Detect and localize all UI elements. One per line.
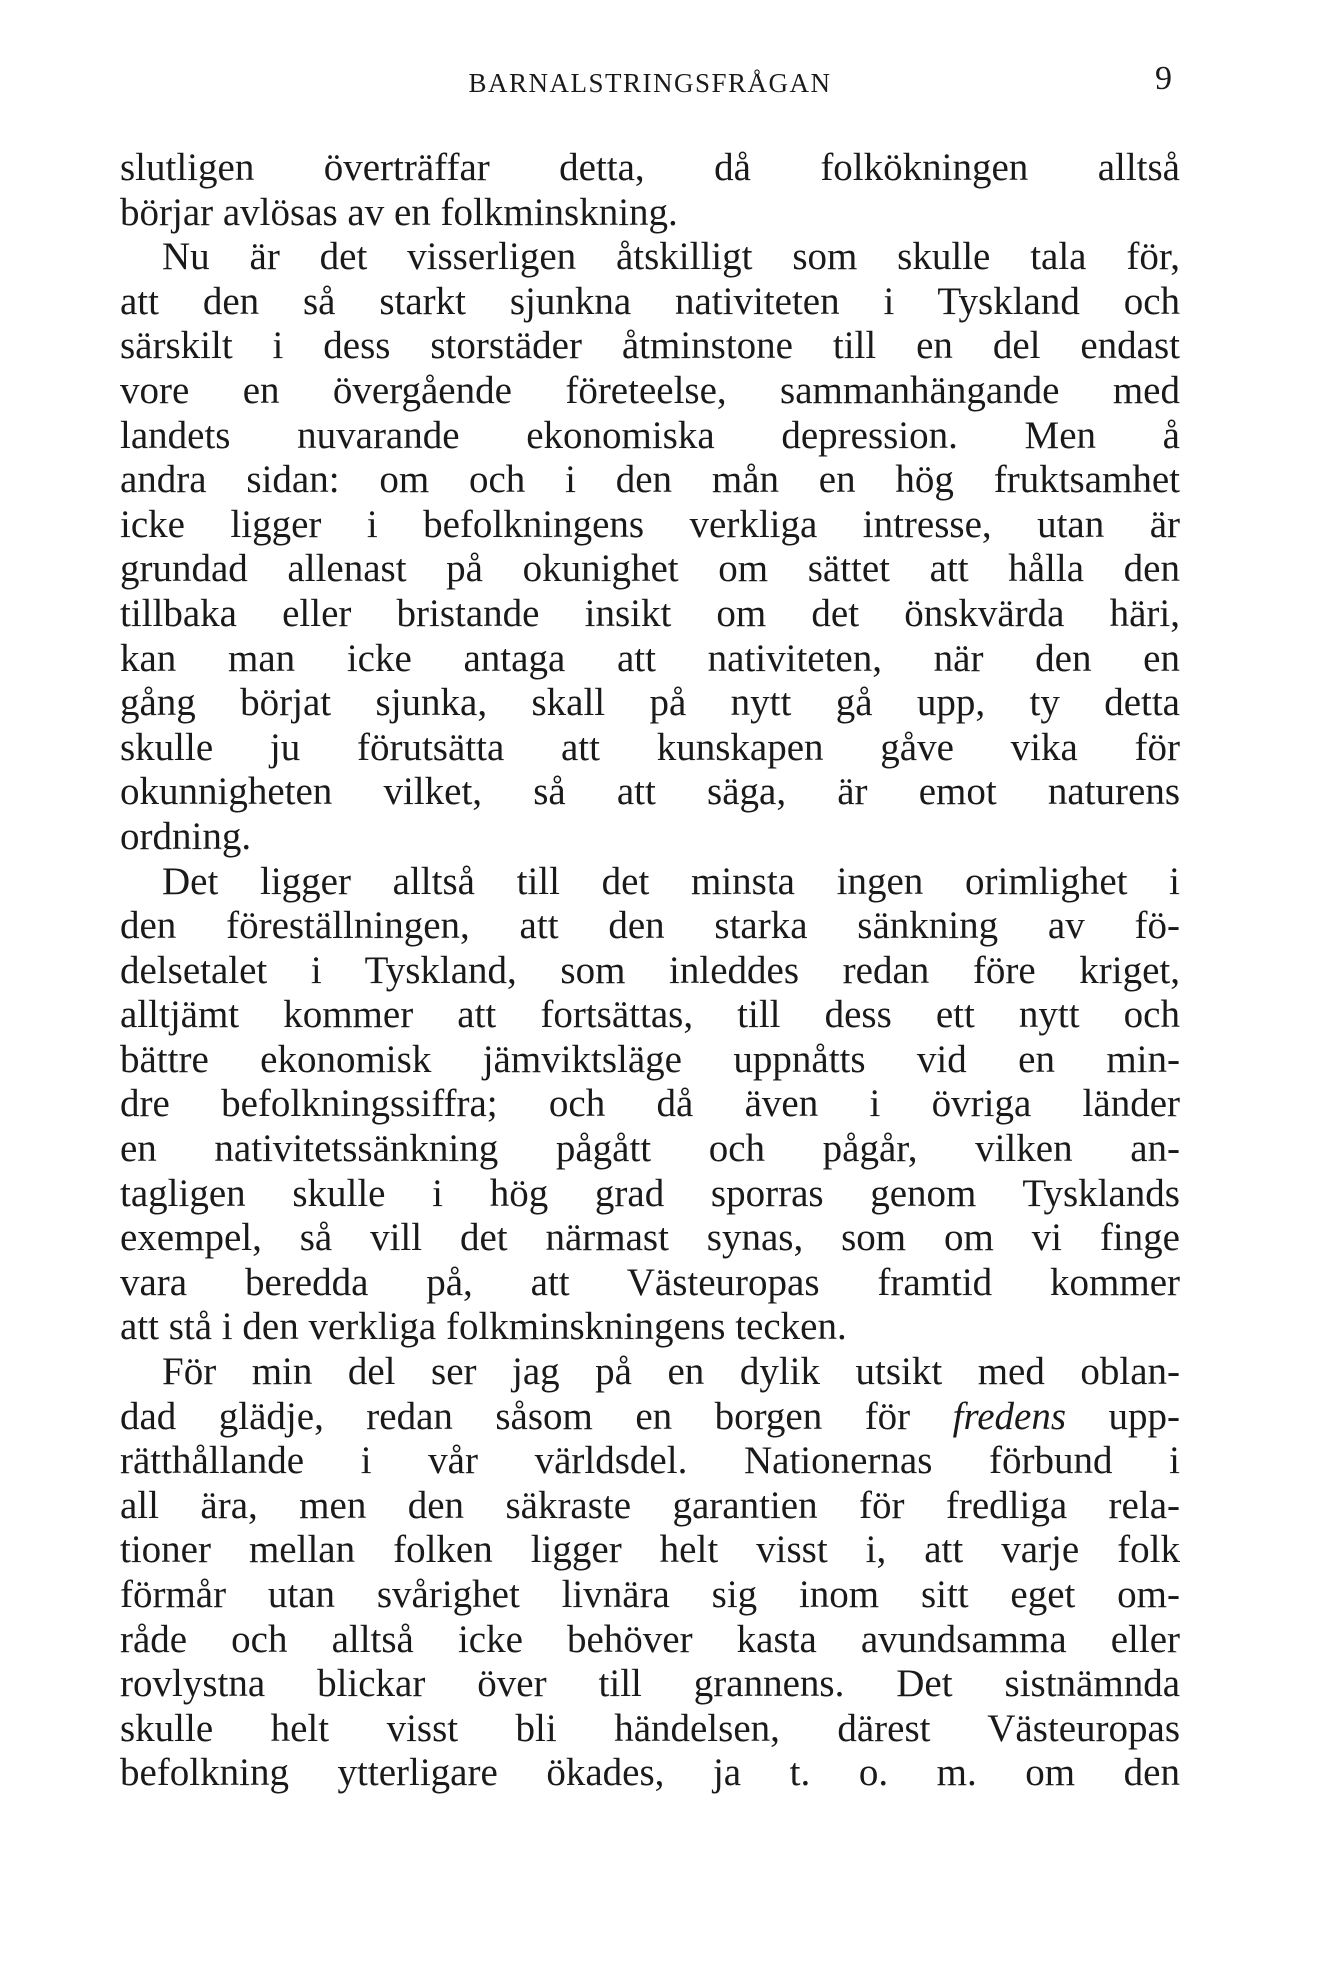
text-line: grundad allenast på okunighet om sättet att hålla den [120,547,1180,591]
text-line: Det ligger alltså till det minsta ingen orimlighet i [162,859,1180,903]
running-head [120,60,1180,110]
text-line: skulle ju förutsätta att kunskapen gåve vika för [120,725,1180,769]
text-line: icke ligger i befolkningens verkliga intresse, utan är [120,502,1180,546]
text-line: en nativitetssänkning pågått och pågår, vilken an- [120,1127,1180,1171]
text-line: För min del ser jag på en dylik utsikt med oblan- [162,1350,1180,1394]
text-line: rovlystna blickar över till grannens. Det sistnämnda [120,1662,1180,1706]
running-title: BARNALSTRINGSFRÅGAN [468,68,832,98]
text-line: förmår utan svårighet livnära sig inom sitt eget om- [120,1573,1180,1616]
text-line: att stå i den verkliga folkminskningens tecken. [120,1305,847,1349]
text-line: tillbaka eller bristande insikt om det önskvärda häri, [120,591,1180,635]
text-segment: upp- [1066,1394,1180,1438]
text-line: delsetalet i Tyskland, som inleddes redan före kriget, [120,948,1180,992]
text-line [120,1395,1180,1440]
text-line: tioner mellan folken ligger helt visst i, att varje folk [120,1528,1180,1572]
text-line: tagligen skulle i hög grad sporras genom Tysklands [120,1171,1180,1215]
text-line: börjar avlösas av en folkminskning. [120,190,678,234]
body-text [120,146,1180,1796]
text-line: ordning. [120,814,252,858]
text-line: gång börjat sjunka, skall på nytt gå upp, ty detta [120,681,1180,725]
page-number: 9 [1155,60,1172,97]
text-segment: dad glädje, redan såsom en borgen för [120,1394,953,1438]
text-line: kan man icke antaga att nativiteten, när den en [120,636,1180,680]
text-line: befolkning ytterligare ökades, ja t. o. m. om den [120,1751,1180,1795]
text-line: all ära, men den säkraste garantien för fredliga rela- [120,1483,1180,1527]
text-line: skulle helt visst bli händelsen, därest Västeuropas [120,1706,1180,1750]
text-line: rätthållande i vår världsdel. Nationernas förbund i [120,1439,1180,1483]
text-line: bättre ekonomisk jämviktsläge uppnåtts vid en min- [120,1037,1180,1081]
text-line: exempel, så vill det närmast synas, som om vi finge [120,1216,1180,1260]
text-line: andra sidan: om och i den mån en hög fruktsamhet [120,458,1180,502]
text-line: särskilt i dess storstäder åtminstone till en del endast [120,324,1180,368]
emphasized-word: fredens [952,1394,1067,1438]
text-line: Nu är det visserligen åtskilligt som skulle tala för, [162,235,1180,279]
text-line: alltjämt kommer att fortsättas, till dess ett nytt och [120,993,1180,1037]
text-line: den föreställningen, att den starka sänkning av fö- [120,904,1180,948]
text-line: vore en övergående företeelse, sammanhängande med [120,368,1180,412]
text-line: landets nuvarande ekonomiska depression. Men å [120,413,1180,457]
text-line: dre befolkningssiffra; och då även i övriga länder [120,1082,1180,1126]
text-line: råde och alltså icke behöver kasta avundsamma eller [120,1617,1180,1661]
text-line: okunnigheten vilket, så att säga, är emot naturens [120,770,1180,814]
text-line: att den så starkt sjunkna nativiteten i Tyskland och [120,279,1180,323]
text-line: vara beredda på, att Västeuropas framtid kommer [120,1260,1180,1304]
text-line: slutligen överträffar detta, då folkökningen alltså [120,146,1180,189]
